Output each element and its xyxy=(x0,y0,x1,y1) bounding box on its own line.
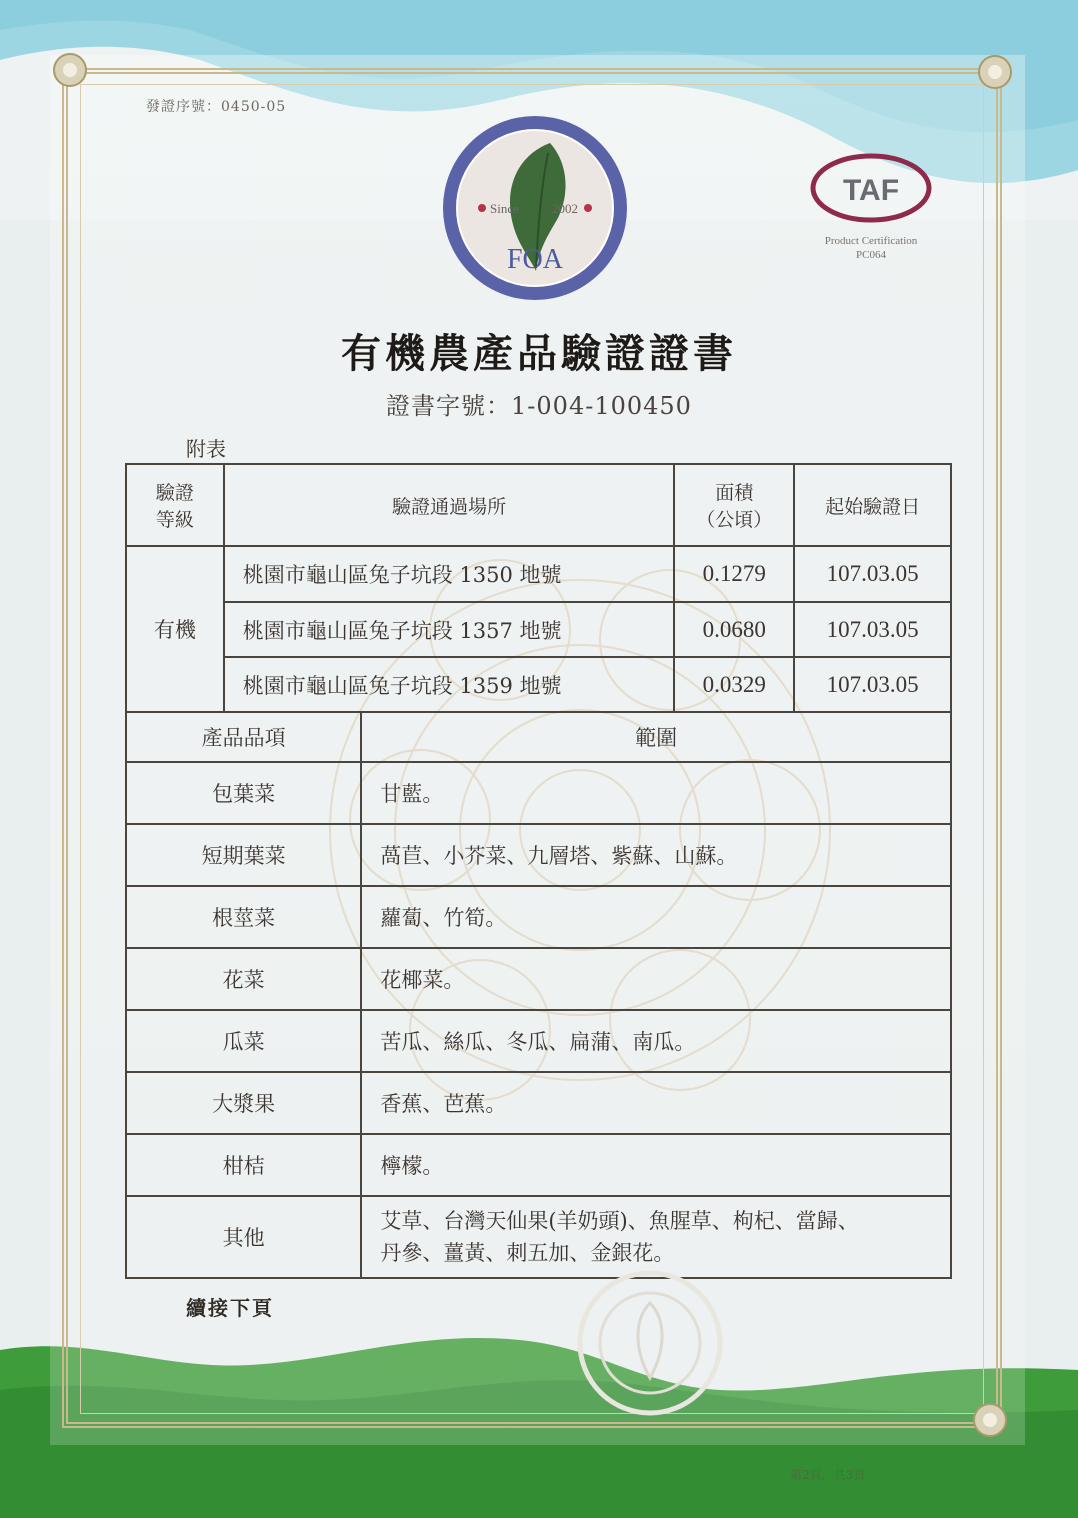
seal-year: 2002 xyxy=(552,201,578,216)
location-cell: 桃園市龜山區兔子坑段 1357 地號 xyxy=(224,602,675,657)
table-row xyxy=(126,762,951,824)
header-start-date: 起始驗證日 xyxy=(794,464,951,546)
table-row xyxy=(126,1134,951,1196)
table-row xyxy=(126,886,951,948)
table-row xyxy=(126,1196,951,1278)
product-item-cell: 瓜菜 xyxy=(126,1010,361,1072)
table-row xyxy=(126,546,951,602)
seal-abbr: FOA xyxy=(506,244,564,275)
annex-label: 附表 xyxy=(186,437,226,461)
product-scope-cell: 艾草、台灣天仙果(羊奶頭)、魚腥草、枸杞、當歸、 丹參、薑黃、刺五加、金銀花。 xyxy=(361,1196,951,1278)
product-scope-cell: 蘿蔔、竹筍。 xyxy=(361,886,951,948)
product-item-cell: 根莖菜 xyxy=(126,886,361,948)
continue-note: 續接下頁 xyxy=(186,1296,274,1320)
header-scope: 範圍 xyxy=(361,712,951,762)
table-row xyxy=(126,602,951,657)
taf-logo xyxy=(806,150,936,280)
certificate-table xyxy=(125,463,952,1279)
product-scope-cell: 萵苣、小芥菜、九層塔、紫蘇、山蘇。 xyxy=(361,824,951,886)
page-number: 第2頁，共3頁 xyxy=(790,1468,866,1482)
product-scope-cell: 甘藍。 xyxy=(361,762,951,824)
product-scope-cell: 香蕉、芭蕉。 xyxy=(361,1072,951,1134)
product-item-cell: 柑桔 xyxy=(126,1134,361,1196)
taf-cert-line2: PC064 xyxy=(856,249,886,261)
table-row xyxy=(126,824,951,886)
product-scope-cell: 花椰菜。 xyxy=(361,948,951,1010)
header-grade: 驗證 等級 xyxy=(126,464,224,546)
corner-ornament-icon xyxy=(965,42,1025,102)
foa-seal-logo xyxy=(440,113,630,303)
header-location: 驗證通過場所 xyxy=(224,464,675,546)
header-area: 面積 （公頃） xyxy=(674,464,794,546)
taf-cert-line1: Product Certification xyxy=(824,235,918,247)
date-cell: 107.03.05 xyxy=(794,602,951,657)
area-cell: 0.1279 xyxy=(674,546,794,602)
serial-number: 發證序號：0450-05 xyxy=(146,99,287,115)
header-product-item: 產品品項 xyxy=(126,712,361,762)
certificate-number: 證書字號：1-004-100450 xyxy=(386,392,692,420)
seal-since: Since xyxy=(490,201,519,216)
table-row xyxy=(126,1010,951,1072)
area-cell: 0.0329 xyxy=(674,657,794,712)
date-cell: 107.03.05 xyxy=(794,657,951,712)
certificate-title: 有機農產品驗證證書 xyxy=(341,330,737,377)
product-item-cell: 短期葉菜 xyxy=(126,824,361,886)
table-row xyxy=(126,657,951,712)
location-cell: 桃園市龜山區兔子坑段 1350 地號 xyxy=(224,546,675,602)
area-cell: 0.0680 xyxy=(674,602,794,657)
grade-cell: 有機 xyxy=(126,546,224,712)
taf-logo-text: TAF xyxy=(842,174,900,207)
product-item-cell: 其他 xyxy=(126,1196,361,1278)
product-scope-cell: 苦瓜、絲瓜、冬瓜、扁蒲、南瓜。 xyxy=(361,1010,951,1072)
product-item-cell: 花菜 xyxy=(126,948,361,1010)
date-cell: 107.03.05 xyxy=(794,546,951,602)
corner-ornament-icon xyxy=(960,1390,1020,1450)
corner-ornament-icon xyxy=(40,40,100,100)
product-item-cell: 包葉菜 xyxy=(126,762,361,824)
table-row xyxy=(126,948,951,1010)
table-row xyxy=(126,1072,951,1134)
product-scope-cell: 檸檬。 xyxy=(361,1134,951,1196)
embossed-foa-seal xyxy=(555,1268,745,1418)
product-item-cell: 大漿果 xyxy=(126,1072,361,1134)
location-cell: 桃園市龜山區兔子坑段 1359 地號 xyxy=(224,657,675,712)
